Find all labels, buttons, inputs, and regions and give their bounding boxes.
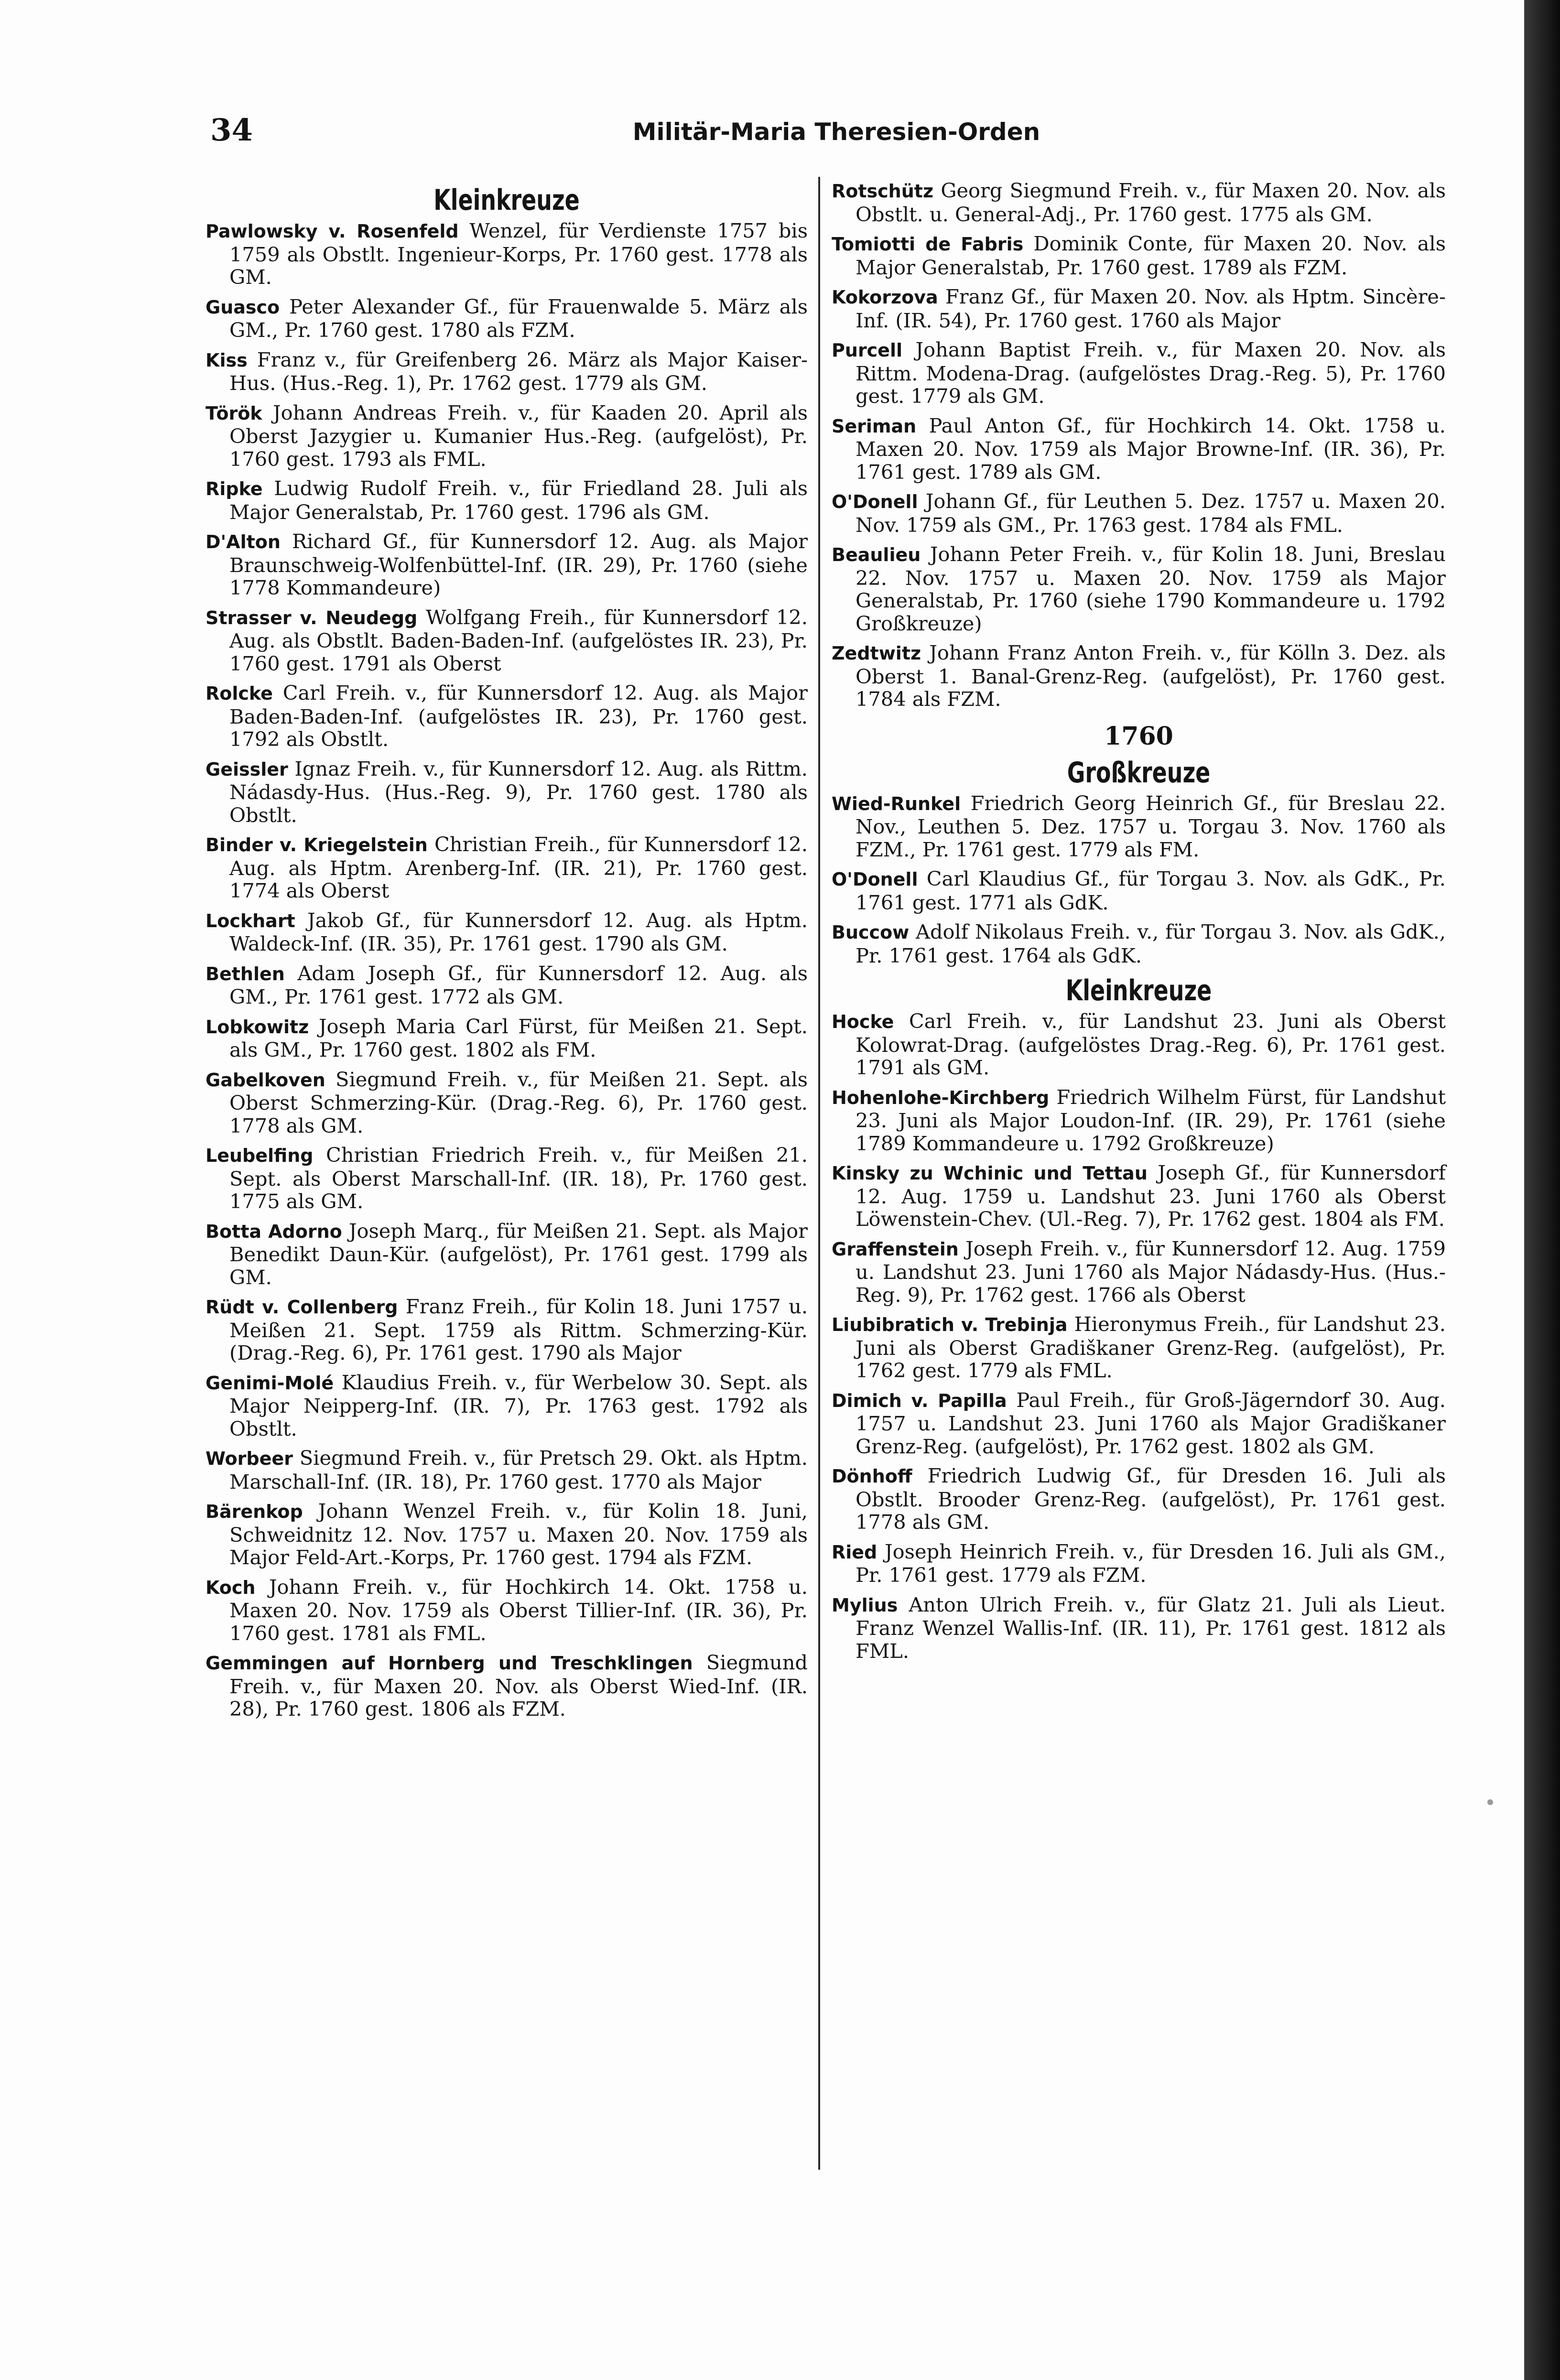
entry-text: Friedrich Ludwig Gf., für Dresden 16. Juli als Obstlt. Brooder Grenz-Reg. (aufgelöst), Pr. 1761 gest. 1778 als GM. <box>856 1464 1446 1534</box>
entry-text: Christian Friedrich Freih. v., für Meißen 21. Sept. als Oberst Marschall-Inf. (IR. 18), Pr. 1760 gest. 1775 als GM. <box>229 1143 808 1213</box>
list-item <box>206 909 808 955</box>
entry-text: Carl Freih. v., für Landshut 23. Juni als Oberst Kolowrat-Drag. (aufgelöstes Drag.-Reg. 6), Pr. 1761 gest. 1791 als GM. <box>856 1009 1446 1079</box>
entry-name: Seriman <box>832 415 917 437</box>
list-item <box>206 219 808 289</box>
section-title: Kleinkreuze <box>433 184 580 217</box>
entry-text: Johann Gf., für Leuthen 5. Dez. 1757 u. Maxen 20. Nov. 1759 als GM., Pr. 1763 gest. 1784 als FML. <box>856 489 1446 537</box>
entry-name: Beaulieu <box>832 544 921 565</box>
section-title-grand: Großkreuze <box>1067 756 1211 790</box>
entry-name: Ripke <box>206 478 263 499</box>
entry-text: Christian Freih., für Kunnersdorf 12. Aug. als Hptm. Arenberg-Inf. (IR. 21), Pr. 1760 gest. 1774 als Oberst <box>229 833 808 902</box>
entry-name: Liubibratich v. Trebinja <box>832 1314 1068 1335</box>
list-item <box>206 833 808 902</box>
entry-list <box>206 219 808 1720</box>
entry-name: Wied-Runkel <box>832 793 961 814</box>
entry-name: Hohenlohe-Kirchberg <box>832 1087 1050 1108</box>
entry-text: Ignaz Freih. v., für Kunnersdorf 12. Aug. als Rittm. Nádasdy-Hus. (Hus.-Reg. 9), Pr. 1760 gest. 1780 als Obstlt. <box>229 757 808 827</box>
entry-name: Geissler <box>206 758 288 780</box>
list-item <box>832 1313 1446 1382</box>
entry-name: Dönhoff <box>832 1466 912 1487</box>
entry-name: Worbeer <box>206 1448 293 1469</box>
entry-text: Joseph Maria Carl Fürst, für Meißen 21. Sept. als GM., Pr. 1760 gest. 1802 als FM. <box>229 1014 808 1061</box>
entry-text: Richard Gf., für Kunnersdorf 12. Aug. als Major Braunschweig-Wolfenbüttel-Inf. (IR. 29), Pr. 1760 (siehe 1778 Kommandeure) <box>229 530 808 599</box>
list-item <box>206 1500 808 1569</box>
list-item <box>206 1144 808 1213</box>
list-item <box>206 1576 808 1645</box>
entry-text: Joseph Freih. v., für Kunnersdorf 12. Aug. 1759 u. Landshut 23. Juni 1760 als Major Nádasdy-Hus. (Hus.-Reg. 9), Pr. 1762 gest. 1766 als Oberst <box>856 1236 1446 1307</box>
entry-name: O'Donell <box>832 869 918 890</box>
list-item <box>206 530 808 599</box>
left-column <box>206 179 808 1727</box>
year-heading: 1760 <box>1104 721 1173 751</box>
page-header <box>210 112 1462 155</box>
list-item <box>206 682 808 751</box>
entry-name: Ried <box>832 1541 878 1563</box>
list-item <box>832 1086 1446 1155</box>
entry-name: Binder v. Kriegelstein <box>206 834 428 855</box>
entry-text: Franz v., für Greifenberg 26. März als Major Kaiser-Hus. (Hus.-Reg. 1), Pr. 1762 gest. 1779 als GM. <box>229 347 808 395</box>
entry-text: Dominik Conte, für Maxen 20. Nov. als Major Generalstab, Pr. 1760 gest. 1789 als FZM. <box>856 232 1446 279</box>
entry-name: Graffenstein <box>832 1238 959 1260</box>
entry-text: Jakob Gf., für Kunnersdorf 12. Aug. als Hptm. Waldeck-Inf. (IR. 35), Pr. 1761 gest. 1790 als GM. <box>229 908 808 955</box>
entry-text: Adolf Nikolaus Freih. v., für Torgau 3. Nov. als GdK., Pr. 1761 gest. 1764 als GdK. <box>856 920 1446 967</box>
entry-name: Lobkowitz <box>206 1016 309 1038</box>
entry-text: Ludwig Rudolf Freih. v., für Friedland 28. Juli als Major Generalstab, Pr. 1760 gest. 1796 als GM. <box>229 476 808 524</box>
list-item <box>832 543 1446 635</box>
entry-name: Strasser v. Neudegg <box>206 607 418 628</box>
list-item <box>206 1651 808 1720</box>
entry-text: Johann Peter Freih. v., für Kolin 18. Juni, Breslau 22. Nov. 1757 u. Maxen 20. Nov. 1759 als Major Generalstab, Pr. 1760 (siehe 1790 Kommandeure u. 1792 Großkreuze) <box>856 542 1446 635</box>
list-item <box>832 1237 1446 1307</box>
entry-name: Kokorzova <box>832 287 938 308</box>
list-item <box>832 1389 1446 1458</box>
entry-text: Friedrich Georg Heinrich Gf., für Breslau 22. Nov., Leuthen 5. Dez. 1757 u. Torgau 3. Nov. 1760 als FZM., Pr. 1761 gest. 1779 als FM. <box>856 791 1446 861</box>
list-item <box>206 1015 808 1061</box>
entry-name: Dimich v. Papilla <box>832 1390 1007 1411</box>
list-item <box>206 477 808 523</box>
entry-name: Botta Adorno <box>206 1221 342 1242</box>
entry-text: Joseph Marq., für Meißen 21. Sept. als Major Benedikt Daun-Kür. (aufgelöst), Pr. 1761 gest. 1799 als GM. <box>229 1219 808 1289</box>
entry-text: Siegmund Freih. v., für Pretsch 29. Okt. als Hptm. Marschall-Inf. (IR. 18), Pr. 1760 gest. 1770 als Major <box>229 1446 808 1493</box>
entry-text: Joseph Heinrich Freih. v., für Dresden 16. Juli als GM., Pr. 1761 gest. 1779 als FZM. <box>856 1539 1446 1587</box>
page-number: 34 <box>210 112 253 148</box>
list-item <box>832 179 1446 226</box>
list-item <box>206 1295 808 1364</box>
entry-text: Johann Andreas Freih. v., für Kaaden 20. April als Oberst Jazygier u. Kumanier Hus.-Reg. (aufgelöst), Pr. 1760 gest. 1793 als FML. <box>229 400 808 471</box>
entry-text: Hieronymus Freih., für Landshut 23. Juni als Oberst Gradiškaner Grenz-Reg. (aufgelöst), Pr. 1762 gest. 1779 als FML. <box>856 1312 1446 1382</box>
entry-text: Anton Ulrich Freih. v., für Glatz 21. Juli als Lieut. Franz Wenzel Wallis-Inf. (IR. 11), Pr. 1761 gest. 1812 als FML. <box>856 1592 1446 1663</box>
entry-name: Rolcke <box>206 683 273 704</box>
list-item <box>832 792 1446 861</box>
entry-text: Siegmund Freih. v., für Maxen 20. Nov. als Oberst Wied-Inf. (IR. 28), Pr. 1760 gest. 1806 als FZM. <box>229 1651 808 1720</box>
scan-speck <box>1487 1799 1493 1805</box>
list-item <box>832 1464 1446 1534</box>
entry-text: Franz Gf., für Maxen 20. Nov. als Hptm. Sincère-Inf. (IR. 54), Pr. 1760 gest. 1760 als Major <box>856 285 1446 332</box>
entry-name: Kinsky zu Wchinic und Tettau <box>832 1163 1148 1184</box>
entry-name: O'Donell <box>832 491 918 512</box>
entry-text: Johann Franz Anton Freih. v., für Kölln 3. Dez. als Oberst 1. Banal-Grenz-Reg. (aufgelöst), Pr. 1760 gest. 1784 als FZM. <box>856 641 1446 711</box>
entry-name: Pawlowsky v. Rosenfeld <box>206 221 459 242</box>
entry-name: Mylius <box>832 1594 898 1616</box>
entry-name: Bärenkop <box>206 1501 303 1522</box>
entry-text: Friedrich Wilhelm Fürst, für Landshut 23. Juni als Major Loudon-Inf. (IR. 29), Pr. 1761 (siehe 1789 Kommandeure u. 1792 Großkreuze) <box>856 1085 1446 1155</box>
entry-text: Johann Freih. v., für Hochkirch 14. Okt. 1758 u. Maxen 20. Nov. 1759 als Oberst Tillier-Inf. (IR. 36), Pr. 1760 gest. 1781 als FML. <box>229 1575 808 1645</box>
entry-text: Carl Freih. v., für Kunnersdorf 12. Aug. als Major Baden-Baden-Inf. (aufgelöstes IR. 23), Pr. 1760 gest. 1792 als Obstlt. <box>229 681 808 751</box>
entry-name: Leubelfing <box>206 1145 314 1166</box>
entry-name: Rotschütz <box>832 181 934 202</box>
entry-name: Purcell <box>832 340 902 361</box>
entry-text: Carl Klaudius Gf., für Torgau 3. Nov. als GdK., Pr. 1761 gest. 1771 als GdK. <box>856 867 1446 914</box>
list-item <box>832 338 1446 408</box>
entry-name: Rüdt v. Collenberg <box>206 1297 398 1318</box>
entry-name: Gemmingen auf Hornberg und Treschklingen <box>206 1653 693 1674</box>
entry-text: Johann Baptist Freih. v., für Maxen 20. Nov. als Rittm. Modena-Drag. (aufgelöstes Drag.-Reg. 5), Pr. 1760 gest. 1779 als GM. <box>856 338 1446 408</box>
entry-text: Klaudius Freih. v., für Werbelow 30. Sept. als Major Neipperg-Inf. (IR. 7), Pr. 1763 gest. 1792 als Obstlt. <box>229 1370 808 1440</box>
list-item <box>206 295 808 342</box>
list-item <box>206 757 808 827</box>
entry-name: D'Alton <box>206 531 281 552</box>
entry-name: Zedtwitz <box>832 643 921 664</box>
entry-text: Adam Joseph Gf., für Kunnersdorf 12. Aug. als GM., Pr. 1761 gest. 1772 als GM. <box>229 961 808 1008</box>
entry-name: Lockhart <box>206 910 295 931</box>
entry-name: Hocke <box>832 1011 894 1032</box>
entry-text: Joseph Gf., für Kunnersdorf 12. Aug. 1759 u. Landshut 23. Juni 1760 als Oberst Löwenstein-Chev. (Ul.-Reg. 7), Pr. 1762 gest. 1804 als FM. <box>856 1161 1446 1231</box>
section-title-small: Kleinkreuze <box>1065 974 1212 1007</box>
entry-text: Paul Anton Gf., für Hochkirch 14. Okt. 1758 u. Maxen 20. Nov. 1759 als Major Browne-Inf. (IR. 36), Pr. 1761 gest. 1789 als GM. <box>856 413 1446 484</box>
list-item <box>832 641 1446 711</box>
entry-name: Tomiotti de Fabris <box>832 234 1024 255</box>
entry-name: Török <box>206 402 262 424</box>
entry-name: Kiss <box>206 349 248 371</box>
entry-name: Guasco <box>206 296 280 318</box>
entry-list <box>832 179 1446 711</box>
column-divider <box>818 177 820 2170</box>
entry-name: Buccow <box>832 922 910 943</box>
list-item <box>206 962 808 1008</box>
entry-text: Siegmund Freih. v., für Meißen 21. Sept. als Oberst Schmerzing-Kür. (Drag.-Reg. 6), Pr. 1760 gest. 1778 als GM. <box>229 1067 808 1137</box>
list-item <box>832 1540 1446 1587</box>
list-item <box>832 920 1446 967</box>
list-item <box>832 285 1446 332</box>
list-item <box>206 1068 808 1137</box>
list-item <box>206 1371 808 1440</box>
entry-text: Georg Siegmund Freih. v., für Maxen 20. Nov. als Obstlt. u. General-Adj., Pr. 1760 gest. 1775 als GM. <box>856 179 1446 226</box>
right-column <box>832 179 1446 1669</box>
list-item <box>206 606 808 675</box>
scan-edge-right <box>1524 0 1560 2380</box>
list-item <box>832 490 1446 536</box>
entry-text: Paul Freih., für Groß-Jägerndorf 30. Aug. 1757 u. Landshut 23. Juni 1760 als Major Gradiškaner Grenz-Reg. (aufgelöst), Pr. 1762 gest. 1802 als GM. <box>856 1388 1446 1458</box>
entry-text: Peter Alexander Gf., für Frauenwalde 5. März als GM., Pr. 1760 gest. 1780 als FZM. <box>229 294 808 342</box>
entry-text: Franz Freih., für Kolin 18. Juni 1757 u. Meißen 21. Sept. 1759 als Rittm. Schmerzing-Kür. (Drag.-Reg. 6), Pr. 1761 gest. 1790 als Major <box>229 1295 808 1364</box>
list-item <box>832 232 1446 279</box>
list-item <box>832 867 1446 914</box>
list-item <box>206 348 808 395</box>
entry-list <box>832 792 1446 967</box>
list-item <box>206 401 808 471</box>
entry-name: Gabelkoven <box>206 1069 325 1091</box>
list-item <box>832 1161 1446 1231</box>
running-title: Militär-Maria Theresien-Orden <box>632 118 1040 146</box>
entry-name: Koch <box>206 1577 256 1598</box>
entry-text: Wenzel, für Verdienste 1757 bis 1759 als Obstlt. Ingenieur-Korps, Pr. 1760 gest. 1778 als GM. <box>229 219 808 289</box>
list-item <box>832 414 1446 484</box>
entry-name: Bethlen <box>206 963 285 984</box>
entry-list <box>832 1010 1446 1662</box>
list-item <box>832 1593 1446 1663</box>
entry-text: Wolfgang Freih., für Kunnersdorf 12. Aug. als Obstlt. Baden-Baden-Inf. (aufgelöstes IR. 23), Pr. 1760 gest. 1791 als Oberst <box>229 605 808 675</box>
list-item <box>206 1447 808 1493</box>
entry-name: Genimi-Molé <box>206 1372 334 1394</box>
entry-text: Johann Wenzel Freih. v., für Kolin 18. Juni, Schweidnitz 12. Nov. 1757 u. Maxen 20. Nov. 1759 als Major Feld-Art.-Korps, Pr. 1760 gest. 1794 als FZM. <box>229 1499 808 1569</box>
list-item <box>832 1010 1446 1079</box>
list-item <box>206 1220 808 1289</box>
